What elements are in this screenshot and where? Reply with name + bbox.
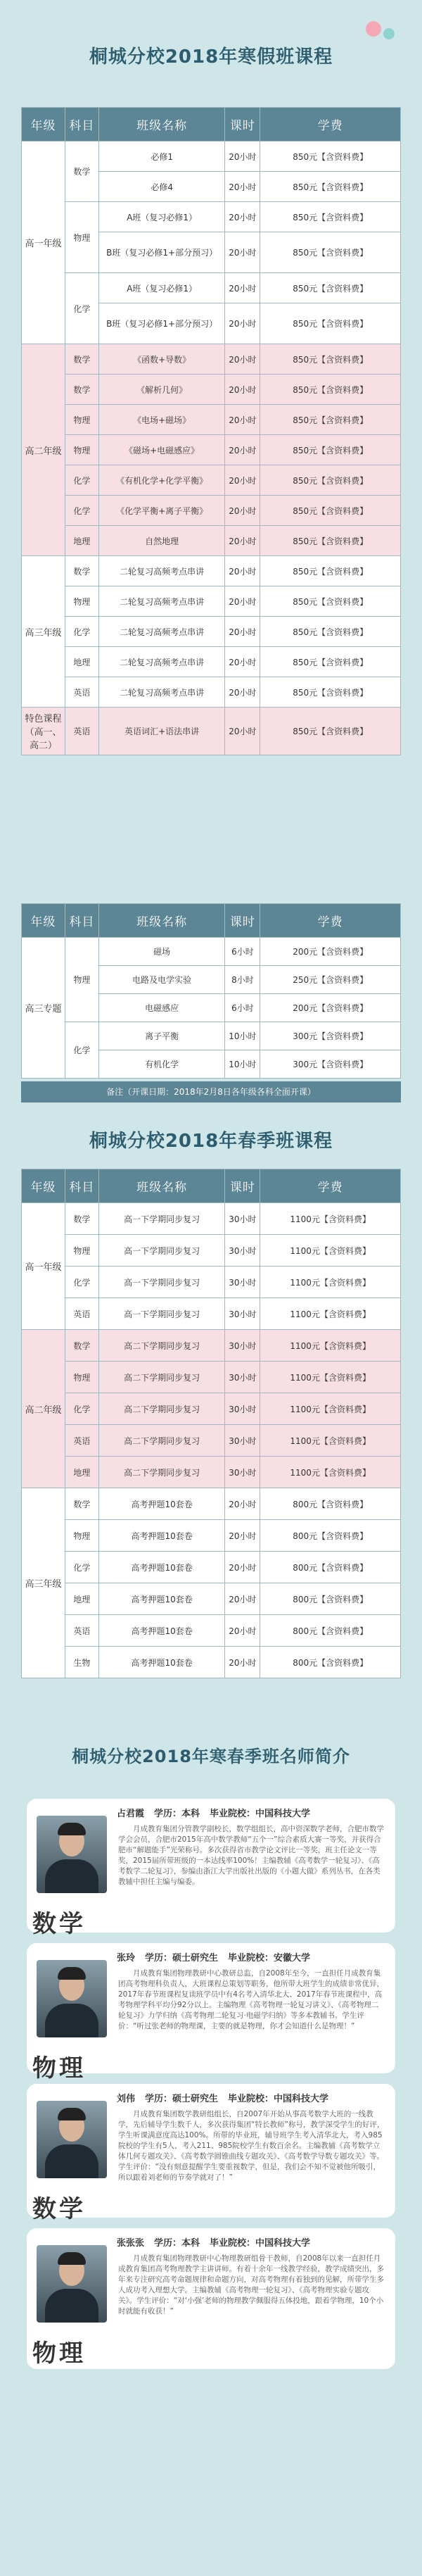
table-row bbox=[22, 677, 401, 708]
fee-cell: 850元【含资料费】 bbox=[260, 526, 401, 556]
fee-cell: 1100元【含资料费】 bbox=[260, 1425, 401, 1457]
column-header: 科目 bbox=[65, 108, 98, 142]
teacher-photo bbox=[37, 1960, 107, 2037]
class-name-cell: 高考押题10套卷 bbox=[98, 1552, 225, 1583]
subject-cell: 数学 bbox=[65, 1203, 98, 1235]
fee-cell: 1100元【含资料费】 bbox=[260, 1393, 401, 1425]
class-name-cell: 高二下学期同步复习 bbox=[98, 1457, 225, 1488]
table-row bbox=[22, 1022, 401, 1050]
column-header: 课时 bbox=[225, 904, 260, 938]
grade-cell: 高二年级 bbox=[22, 344, 65, 556]
grade-cell: 特色课程（高一、高二） bbox=[22, 708, 65, 755]
teacher-subject: 数学 bbox=[32, 2195, 86, 2223]
fee-cell: 1100元【含资料费】 bbox=[260, 1203, 401, 1235]
subject-cell: 地理 bbox=[65, 526, 98, 556]
teacher-card bbox=[27, 1799, 395, 1938]
fee-cell: 800元【含资料费】 bbox=[260, 1552, 401, 1583]
hours-cell: 30小时 bbox=[225, 1393, 260, 1425]
table-row bbox=[22, 1330, 401, 1362]
teacher-card bbox=[27, 1943, 395, 2082]
grade-cell: 高一年级 bbox=[22, 1203, 65, 1330]
subject-cell: 英语 bbox=[65, 708, 98, 755]
column-header: 科目 bbox=[65, 904, 98, 938]
table-row bbox=[22, 647, 401, 677]
subject-cell: 地理 bbox=[65, 1457, 98, 1488]
hours-cell: 20小时 bbox=[225, 142, 260, 172]
table-row bbox=[22, 617, 401, 647]
teacher-card bbox=[27, 2228, 395, 2369]
table-row bbox=[22, 1425, 401, 1457]
winter-title: 桐城分校2018年寒假班课程 bbox=[89, 46, 333, 68]
subject-cell: 化学 bbox=[65, 273, 98, 344]
fee-cell: 200元【含资料费】 bbox=[260, 938, 401, 966]
grade-cell: 高三年级 bbox=[22, 556, 65, 708]
grade-cell: 高三年级 bbox=[22, 1488, 65, 1678]
class-name-cell: 高考押题10套卷 bbox=[98, 1488, 225, 1520]
teacher-photo bbox=[37, 2101, 107, 2178]
fee-cell: 800元【含资料费】 bbox=[260, 1647, 401, 1678]
class-name-cell: 高考押题10套卷 bbox=[98, 1647, 225, 1678]
class-name-cell: A班（复习必修1） bbox=[98, 202, 225, 232]
subject-cell: 英语 bbox=[65, 1298, 98, 1330]
subject-cell: 化学 bbox=[65, 1393, 98, 1425]
hours-cell: 20小时 bbox=[225, 526, 260, 556]
column-header: 课时 bbox=[225, 108, 260, 142]
subject-cell: 物理 bbox=[65, 405, 98, 435]
hours-cell: 30小时 bbox=[225, 1298, 260, 1330]
subject-cell: 化学 bbox=[65, 1022, 98, 1079]
class-name-cell: 二轮复习高频考点串讲 bbox=[98, 677, 225, 708]
fee-cell: 1100元【含资料费】 bbox=[260, 1267, 401, 1298]
grade-cell: 高一年级 bbox=[22, 142, 65, 344]
hours-cell: 30小时 bbox=[225, 1425, 260, 1457]
class-name-cell: B班（复习必修1+部分预习） bbox=[98, 303, 225, 344]
hours-cell: 20小时 bbox=[225, 556, 260, 586]
class-name-cell: 必修1 bbox=[98, 142, 225, 172]
class-name-cell: 高一下学期同步复习 bbox=[98, 1267, 225, 1298]
subject-cell: 化学 bbox=[65, 496, 98, 526]
class-name-cell: 高二下学期同步复习 bbox=[98, 1393, 225, 1425]
class-name-cell: 《化学平衡+离子平衡》 bbox=[98, 496, 225, 526]
class-name-cell: 高二下学期同步复习 bbox=[98, 1330, 225, 1362]
class-name-cell: 《函数+导数》 bbox=[98, 344, 225, 375]
fee-cell: 850元【含资料费】 bbox=[260, 496, 401, 526]
class-name-cell: 高一下学期同步复习 bbox=[98, 1203, 225, 1235]
fee-cell: 1100元【含资料费】 bbox=[260, 1330, 401, 1362]
teacher-title: 桐城分校2018年寒春季班名师简介 bbox=[72, 1747, 350, 1766]
table-row bbox=[22, 708, 401, 755]
subject-cell: 数学 bbox=[65, 556, 98, 586]
fee-cell: 850元【含资料费】 bbox=[260, 586, 401, 617]
subject-cell: 英语 bbox=[65, 1615, 98, 1647]
subject-cell: 数学 bbox=[65, 375, 98, 405]
fee-cell: 1100元【含资料费】 bbox=[260, 1298, 401, 1330]
table-row bbox=[22, 435, 401, 465]
hours-cell: 20小时 bbox=[225, 496, 260, 526]
teacher-degree: 学历：本科 bbox=[154, 2238, 200, 2249]
subject-cell: 物理 bbox=[65, 435, 98, 465]
fee-cell: 850元【含资料费】 bbox=[260, 303, 401, 344]
class-name-cell: 二轮复习高频考点串讲 bbox=[98, 556, 225, 586]
fee-cell: 800元【含资料费】 bbox=[260, 1615, 401, 1647]
teacher-description: 月成教育集团物理教研中心物理教研组骨干教师，自2008年以来一直担任月成教育集团高考物理教学主讲讲师。有着十余年一线教学经验，教学成绩突出，多年来专注研究高考命题规律和命题方向，对高考物理有着独到的见解，所带学生多人成功考入理想大学。主编教辅《高考物理一轮复习》、《高考物理实验专题攻关》。学生评价：“对‘小强’老师的物理教学佩服得五体投地，跟着学物理，10个小时就能有收获！” bbox=[118, 2254, 384, 2316]
hours-cell: 20小时 bbox=[225, 1583, 260, 1615]
fee-cell: 850元【含资料费】 bbox=[260, 172, 401, 202]
fee-cell: 850元【含资料费】 bbox=[260, 344, 401, 375]
class-name-cell: 《有机化学+化学平衡》 bbox=[98, 465, 225, 496]
hours-cell: 20小时 bbox=[225, 465, 260, 496]
teacher-name: 张张张 bbox=[117, 2238, 145, 2249]
table-row bbox=[22, 1520, 401, 1552]
teacher-school: 毕业院校：安徽大学 bbox=[228, 1953, 311, 1964]
hours-cell: 20小时 bbox=[225, 1647, 260, 1678]
hours-cell: 20小时 bbox=[225, 586, 260, 617]
hours-cell: 20小时 bbox=[225, 1488, 260, 1520]
hours-cell: 10小时 bbox=[225, 1050, 260, 1079]
hours-cell: 20小时 bbox=[225, 303, 260, 344]
fee-cell: 850元【含资料费】 bbox=[260, 273, 401, 303]
teacher-description: 月成教育集团物理教研中心教研总监，自2008年至今，一直担任月成教育集团高考物理科负责人，大班课程总策划等职务，他所带大班学生的成绩非常优异，2017年春节班课程复读班学员中有4名考入清华北大、2017年春节班课程中，高考物理学科平均分92分以上。主编物理《高考物理一轮复习讲义》、《高考物理二轮复习》力学归纳《高考物理二轮复习·电磁学归纳》等多本教辅书。学生评价：“听过张老师的物理课，主要的就是物理，你才会知道什么是物理！” bbox=[118, 1969, 384, 2030]
grade-cell: 高二年级 bbox=[22, 1330, 65, 1488]
column-header: 课时 bbox=[225, 1169, 260, 1203]
fee-cell: 800元【含资料费】 bbox=[260, 1488, 401, 1520]
hours-cell: 10小时 bbox=[225, 1022, 260, 1050]
teacher-info bbox=[117, 2091, 338, 2104]
hours-cell: 20小时 bbox=[225, 232, 260, 273]
subject-cell: 化学 bbox=[65, 617, 98, 647]
fee-cell: 850元【含资料费】 bbox=[260, 708, 401, 755]
class-name-cell: A班（复习必修1） bbox=[98, 273, 225, 303]
class-name-cell: 有机化学 bbox=[98, 1050, 225, 1079]
fee-cell: 200元【含资料费】 bbox=[260, 994, 401, 1022]
table-row bbox=[22, 556, 401, 586]
table-row bbox=[22, 142, 401, 172]
subject-cell: 英语 bbox=[65, 1425, 98, 1457]
table-row bbox=[22, 1583, 401, 1615]
column-header: 学费 bbox=[260, 904, 401, 938]
fee-cell: 850元【含资料费】 bbox=[260, 405, 401, 435]
class-name-cell: 电磁感应 bbox=[98, 994, 225, 1022]
subject-cell: 物理 bbox=[65, 938, 98, 1022]
column-header: 班级名称 bbox=[98, 108, 225, 142]
subject-cell: 化学 bbox=[65, 1267, 98, 1298]
table-row bbox=[22, 405, 401, 435]
subject-cell: 物理 bbox=[65, 586, 98, 617]
table-row bbox=[22, 1393, 401, 1425]
fee-cell: 850元【含资料费】 bbox=[260, 556, 401, 586]
class-name-cell: 自然地理 bbox=[98, 526, 225, 556]
fee-cell: 850元【含资料费】 bbox=[260, 142, 401, 172]
subject-cell: 地理 bbox=[65, 647, 98, 677]
fee-cell: 1100元【含资料费】 bbox=[260, 1362, 401, 1393]
hours-cell: 20小时 bbox=[225, 435, 260, 465]
teacher-degree: 学历：硕士研究生 bbox=[145, 2094, 219, 2104]
class-name-cell: 高一下学期同步复习 bbox=[98, 1235, 225, 1267]
column-header: 班级名称 bbox=[98, 1169, 225, 1203]
teacher-description: 月成教育集团数学教研组组长，自2007年开始从事高考数学大班的一线教学，先后辅导学生数千人，多次获得集团“特长教师”称号，教学深受学生的好评，学生听课满意度高达100%。所带的毕业班，辅导班学生考入清华北大，考入985院校的学生有5人，考入211、985院校学生有数百余名。主编教辅《高考数学立体几何专题攻关》、《高考数学圆锥曲线专题攻关》、《高考数学导数专题攻关》等。学生评价：“没有刻意提醒学生要重视数学，但是，我们会不知不觉被他所吸引，所以跟着刘老师的节奏学就对了！” bbox=[118, 2110, 385, 2182]
column-header: 学费 bbox=[260, 108, 401, 142]
teacher-photo bbox=[37, 1816, 107, 1893]
hours-cell: 20小时 bbox=[225, 405, 260, 435]
subject-cell: 化学 bbox=[65, 1552, 98, 1583]
fee-cell: 1100元【含资料费】 bbox=[260, 1235, 401, 1267]
subject-cell: 数学 bbox=[65, 1330, 98, 1362]
class-name-cell: 英语词汇+语法串讲 bbox=[98, 708, 225, 755]
hours-cell: 20小时 bbox=[225, 617, 260, 647]
teacher-degree: 学历：硕士研究生 bbox=[145, 1953, 219, 1964]
hours-cell: 20小时 bbox=[225, 1552, 260, 1583]
class-name-cell: 高考押题10套卷 bbox=[98, 1583, 225, 1615]
hours-cell: 30小时 bbox=[225, 1362, 260, 1393]
hours-cell: 20小时 bbox=[225, 202, 260, 232]
fee-cell: 1100元【含资料费】 bbox=[260, 1457, 401, 1488]
teacher-school: 毕业院校：中国科技大学 bbox=[210, 2238, 311, 2249]
column-header: 年级 bbox=[22, 1169, 65, 1203]
hours-cell: 20小时 bbox=[225, 1615, 260, 1647]
subject-cell: 地理 bbox=[65, 1583, 98, 1615]
teacher-info bbox=[117, 2235, 320, 2249]
hours-cell: 30小时 bbox=[225, 1203, 260, 1235]
hours-cell: 6小时 bbox=[225, 994, 260, 1022]
winter-course-table bbox=[21, 107, 401, 755]
hours-cell: 20小时 bbox=[225, 647, 260, 677]
decor-circle-icon bbox=[383, 28, 395, 39]
column-header: 班级名称 bbox=[98, 904, 225, 938]
class-name-cell: 离子平衡 bbox=[98, 1022, 225, 1050]
column-header: 学费 bbox=[260, 1169, 401, 1203]
fee-cell: 850元【含资料费】 bbox=[260, 435, 401, 465]
table-row bbox=[22, 202, 401, 232]
subject-cell: 物理 bbox=[65, 1520, 98, 1552]
column-header: 年级 bbox=[22, 904, 65, 938]
class-name-cell: 《电场+磁场》 bbox=[98, 405, 225, 435]
hours-cell: 30小时 bbox=[225, 1267, 260, 1298]
hours-cell: 20小时 bbox=[225, 273, 260, 303]
subject-cell: 化学 bbox=[65, 465, 98, 496]
table-row bbox=[22, 1457, 401, 1488]
hours-cell: 30小时 bbox=[225, 1457, 260, 1488]
subject-cell: 物理 bbox=[65, 1235, 98, 1267]
hours-cell: 20小时 bbox=[225, 677, 260, 708]
table-row bbox=[22, 1267, 401, 1298]
decor-circle-icon bbox=[366, 21, 381, 37]
table-row bbox=[22, 1203, 401, 1235]
table-row bbox=[22, 1298, 401, 1330]
table-row bbox=[22, 344, 401, 375]
teacher-subject: 物理 bbox=[32, 2054, 86, 2082]
table-row bbox=[22, 938, 401, 966]
fee-cell: 250元【含资料费】 bbox=[260, 966, 401, 994]
class-name-cell: 高考押题10套卷 bbox=[98, 1520, 225, 1552]
subject-cell: 数学 bbox=[65, 1488, 98, 1520]
column-header: 年级 bbox=[22, 108, 65, 142]
class-name-cell: 二轮复习高频考点串讲 bbox=[98, 586, 225, 617]
class-name-cell: 高一下学期同步复习 bbox=[98, 1298, 225, 1330]
fee-cell: 850元【含资料费】 bbox=[260, 375, 401, 405]
class-name-cell: 磁场 bbox=[98, 938, 225, 966]
table-row bbox=[22, 1362, 401, 1393]
teacher-photo bbox=[37, 2245, 107, 2323]
fee-cell: 300元【含资料费】 bbox=[260, 1050, 401, 1079]
hours-cell: 6小时 bbox=[225, 938, 260, 966]
class-name-cell: 必修4 bbox=[98, 172, 225, 202]
teacher-subject: 数学 bbox=[32, 1910, 86, 1938]
subject-cell: 物理 bbox=[65, 1362, 98, 1393]
table-row bbox=[22, 273, 401, 303]
hours-cell: 20小时 bbox=[225, 172, 260, 202]
hours-cell: 20小时 bbox=[225, 344, 260, 375]
hours-cell: 8小时 bbox=[225, 966, 260, 994]
fee-cell: 800元【含资料费】 bbox=[260, 1520, 401, 1552]
teacher-info bbox=[117, 1806, 320, 1819]
teacher-name: 张玲 bbox=[117, 1953, 136, 1964]
hours-cell: 30小时 bbox=[225, 1235, 260, 1267]
teacher-info bbox=[117, 1950, 320, 1964]
hours-cell: 20小时 bbox=[225, 708, 260, 755]
subject-cell: 生物 bbox=[65, 1647, 98, 1678]
table-row bbox=[22, 1647, 401, 1678]
grade-cell: 高三专题 bbox=[22, 938, 65, 1079]
table-row bbox=[22, 586, 401, 617]
class-name-cell: 二轮复习高频考点串讲 bbox=[98, 617, 225, 647]
teacher-description: 月成教育集团分管教学副校长，数学组组长，高中资深数学老师，合肥市数学学会会员，合肥市2015年高中数学教师“五个一”综合素质大赛一等奖，并获得合肥市“解题能手”光荣称号。多次获得省市教学论文评比一等奖，班主任论文一等奖，2015届所带班级的一本达线率100%！主编教辅《高考数学一轮复习》、《高考数学二轮复习》，参编由浙江大学出版社出版的《小题大做》系列丛书，在各类教辅中担任主编与编委。 bbox=[118, 1825, 384, 1886]
table-row bbox=[22, 526, 401, 556]
fee-cell: 850元【含资料费】 bbox=[260, 677, 401, 708]
class-name-cell: 电路及电学实验 bbox=[98, 966, 225, 994]
subject-cell: 数学 bbox=[65, 344, 98, 375]
teacher-school: 毕业院校：中国科技大学 bbox=[228, 2094, 329, 2104]
spring-course-table bbox=[21, 1169, 401, 1678]
hours-cell: 20小时 bbox=[225, 1520, 260, 1552]
teacher-name: 刘伟 bbox=[117, 2094, 136, 2104]
fee-cell: 850元【含资料费】 bbox=[260, 232, 401, 273]
fee-cell: 800元【含资料费】 bbox=[260, 1583, 401, 1615]
class-name-cell: B班（复习必修1+部分预习） bbox=[98, 232, 225, 273]
teacher-subject: 物理 bbox=[32, 2339, 86, 2368]
teacher-school: 毕业院校：中国科技大学 bbox=[210, 1809, 311, 1819]
teacher-card bbox=[27, 2084, 395, 2223]
subject-cell: 物理 bbox=[65, 202, 98, 273]
special-course-table bbox=[21, 903, 401, 1079]
table-row bbox=[22, 465, 401, 496]
table-row bbox=[22, 1488, 401, 1520]
fee-cell: 850元【含资料费】 bbox=[260, 202, 401, 232]
fee-cell: 850元【含资料费】 bbox=[260, 617, 401, 647]
subject-cell: 英语 bbox=[65, 677, 98, 708]
table-row bbox=[22, 1235, 401, 1267]
subject-cell: 数学 bbox=[65, 142, 98, 202]
class-name-cell: 高二下学期同步复习 bbox=[98, 1425, 225, 1457]
column-header: 科目 bbox=[65, 1169, 98, 1203]
spring-title: 桐城分校2018年春季班课程 bbox=[89, 1131, 333, 1152]
table-row bbox=[22, 1552, 401, 1583]
class-name-cell: 《磁场+电磁感应》 bbox=[98, 435, 225, 465]
teacher-name: 占君霞 bbox=[117, 1809, 145, 1819]
fee-cell: 850元【含资料费】 bbox=[260, 647, 401, 677]
class-name-cell: 高二下学期同步复习 bbox=[98, 1362, 225, 1393]
table-row bbox=[22, 375, 401, 405]
class-name-cell: 高考押题10套卷 bbox=[98, 1615, 225, 1647]
fee-cell: 850元【含资料费】 bbox=[260, 465, 401, 496]
table-row bbox=[22, 496, 401, 526]
class-name-cell: 二轮复习高频考点串讲 bbox=[98, 647, 225, 677]
schedule-note: 备注（开课日期：2018年2月8日各年级各科全面开课） bbox=[21, 1081, 401, 1102]
teacher-degree: 学历：本科 bbox=[154, 1809, 200, 1819]
fee-cell: 300元【含资料费】 bbox=[260, 1022, 401, 1050]
hours-cell: 20小时 bbox=[225, 375, 260, 405]
hours-cell: 30小时 bbox=[225, 1330, 260, 1362]
table-row bbox=[22, 1615, 401, 1647]
class-name-cell: 《解析几何》 bbox=[98, 375, 225, 405]
